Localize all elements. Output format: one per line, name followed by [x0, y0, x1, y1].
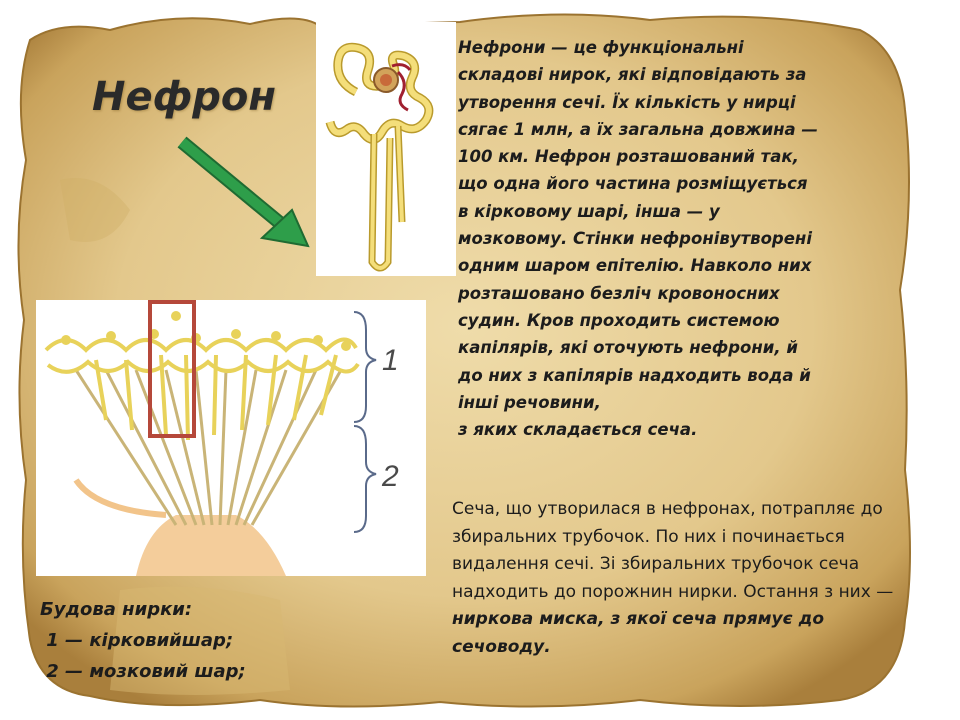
diagram-label-1: 1 — [382, 344, 399, 377]
nephron-description: Нефрони — це функціональні складові нирок, які відповідають за утворення сечі. Їх кількість у нирці сягає 1 млн, а їх загальна довжина — 100 км. Нефрон розташований так, що одна його частина розміщується в кірковому шарі, інша — у мозковому. Стінки нефронівутворені одним шаром епітелію. Навколо них розташовано безліч кровоносних судин. Кров проходить системою капілярів, які оточують нефрони, й до них з капілярів надходить вода й інші речовини, з яких складається сеча. — [458, 38, 818, 440]
kidney-diagram-image — [36, 300, 426, 576]
page-title: Нефрон — [92, 74, 277, 120]
caption-heading: Будова нирки: — [40, 599, 193, 620]
nephron-image — [316, 22, 456, 276]
direction-arrow — [170, 130, 320, 255]
kidney-structure-caption — [40, 594, 246, 687]
urine-path-paragraph — [452, 496, 912, 661]
kidney-structure-diagram — [36, 300, 426, 576]
urine-path-text: Сеча, що утворилася в нефронах, потрапляє до збиральних трубочок. По них і починається видалення сечі. Зі збиральних трубочок сеча надходить до порожнин нирки. Остання з них — — [452, 499, 894, 602]
nephron-illustration — [316, 22, 456, 276]
caption-item-medulla: 2 — мозковий шар; — [40, 661, 246, 682]
urine-path-emphasis: ниркова миска, з якої сеча прямує до сечоводу. — [452, 609, 825, 657]
caption-item-cortex: 1 — кірковийшар; — [40, 630, 234, 651]
diagram-label-2: 2 — [382, 460, 399, 493]
